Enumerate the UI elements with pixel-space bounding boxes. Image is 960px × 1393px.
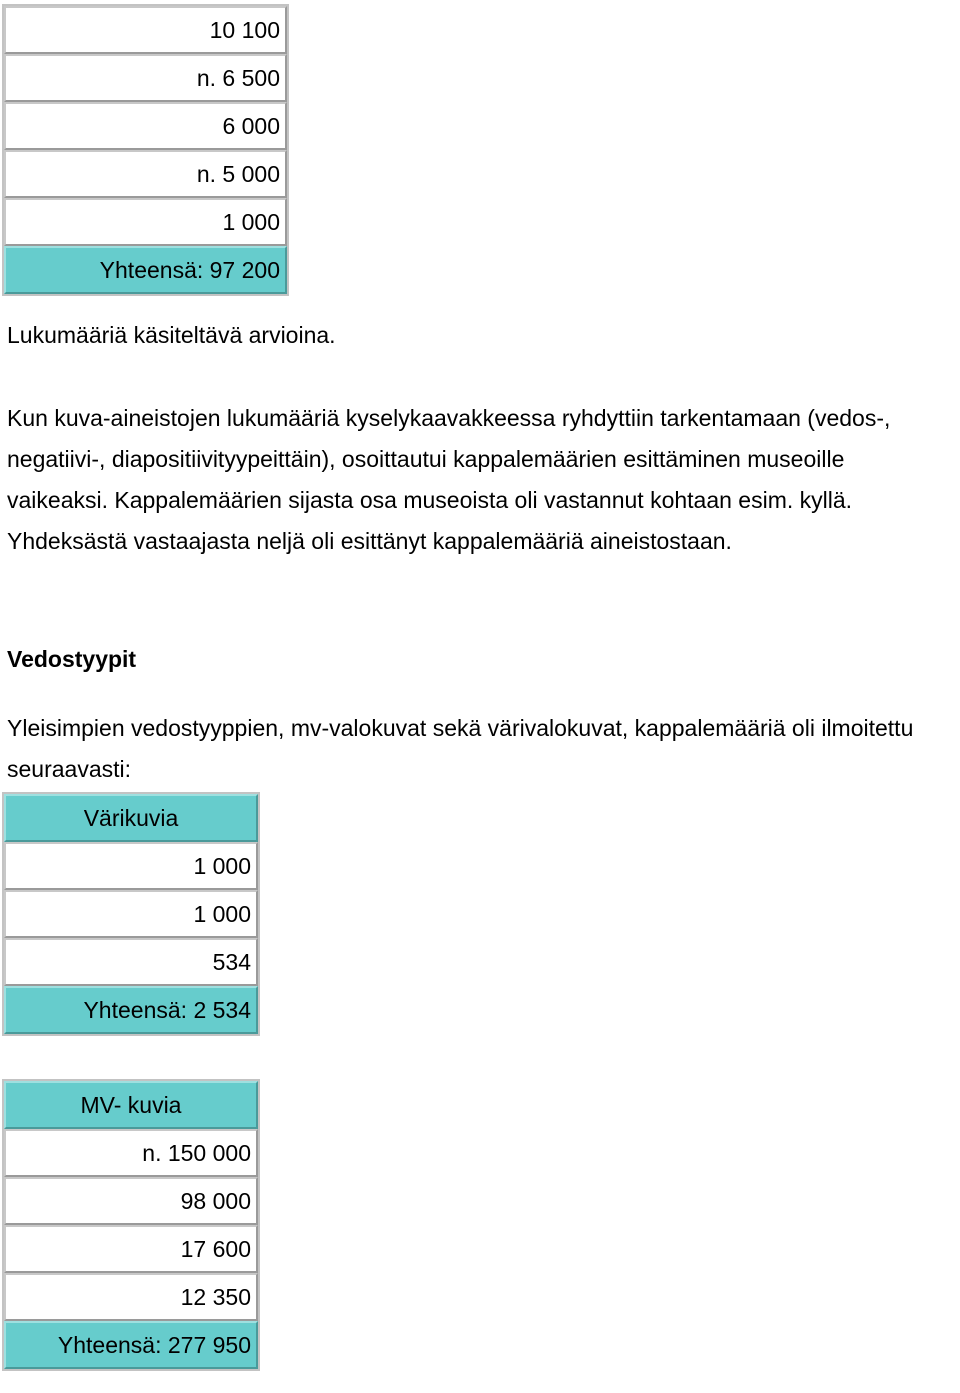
table-header: Värikuvia	[4, 794, 258, 842]
table-row	[4, 986, 258, 1034]
table-cell: n. 150 000	[4, 1129, 258, 1177]
table-row	[4, 246, 287, 294]
section-heading: Vedostyypit	[7, 646, 137, 672]
color-prints-table	[2, 792, 260, 1036]
total-cell: Yhteensä: 97 200	[4, 246, 287, 294]
paragraph-line: negatiivi-, diapositiivityypeittäin), osoittautui kappalemäärien esittäminen museoille	[7, 446, 845, 472]
table-row	[4, 1225, 258, 1273]
table-row	[4, 1273, 258, 1321]
table-row	[4, 842, 258, 890]
counts-table	[2, 4, 289, 296]
table-cell: 12 350	[4, 1273, 258, 1321]
table-cell: 10 100	[4, 6, 287, 54]
table-cell: n. 6 500	[4, 54, 287, 102]
table-row	[4, 1321, 258, 1369]
table-row	[4, 1177, 258, 1225]
paragraph-line: Yleisimpien vedostyyppien, mv-valokuvat sekä värivalokuvat, kappalemääriä oli ilmoitettu	[7, 715, 914, 741]
paragraph-line: seuraavasti:	[7, 756, 132, 782]
table-row	[4, 6, 287, 54]
table-cell: 17 600	[4, 1225, 258, 1273]
table-header: MV- kuvia	[4, 1081, 258, 1129]
table-row	[4, 102, 287, 150]
table-row	[4, 198, 287, 246]
table-cell: 98 000	[4, 1177, 258, 1225]
table-header-row	[4, 1081, 258, 1129]
table-cell: n. 5 000	[4, 150, 287, 198]
table-row	[4, 890, 258, 938]
estimate-note: Lukumääriä käsiteltävä arvioina.	[7, 322, 336, 348]
bw-prints-table	[2, 1079, 260, 1371]
table-row	[4, 938, 258, 986]
table-row	[4, 150, 287, 198]
table-cell: 6 000	[4, 102, 287, 150]
table-cell: 1 000	[4, 890, 258, 938]
table-cell: 1 000	[4, 842, 258, 890]
table-row	[4, 54, 287, 102]
table-header-row	[4, 794, 258, 842]
paragraph-counts	[7, 398, 957, 562]
table-cell: 1 000	[4, 198, 287, 246]
total-cell: Yhteensä: 277 950	[4, 1321, 258, 1369]
paragraph-print-types	[7, 708, 957, 790]
paragraph-line: Yhdeksästä vastaajasta neljä oli esittänyt kappalemääriä aineistostaan.	[7, 528, 732, 554]
paragraph-line: Kun kuva-aineistojen lukumääriä kyselykaavakkeessa ryhdyttiin tarkentamaan (vedos-,	[7, 405, 891, 431]
total-cell: Yhteensä: 2 534	[4, 986, 258, 1034]
paragraph-line: vaikeaksi. Kappalemäärien sijasta osa museoista oli vastannut kohtaan esim. kyllä.	[7, 487, 853, 513]
table-cell: 534	[4, 938, 258, 986]
table-row	[4, 1129, 258, 1177]
